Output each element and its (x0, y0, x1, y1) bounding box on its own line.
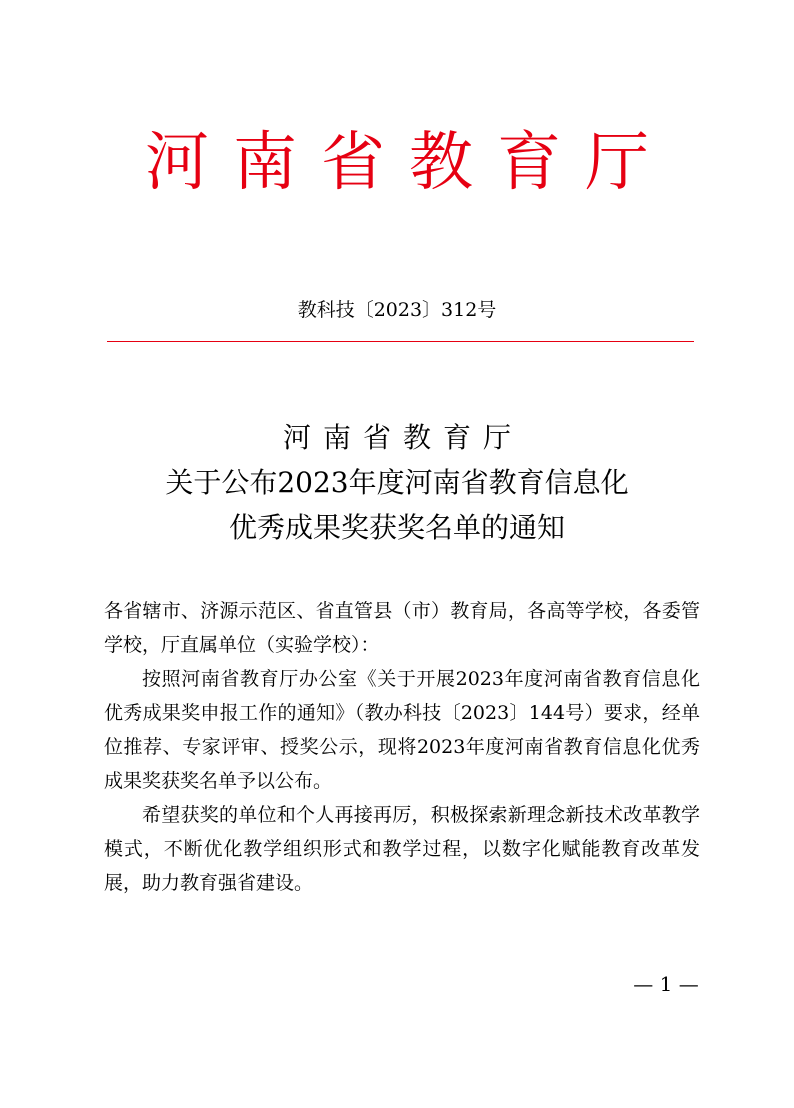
red-separator-line (107, 341, 694, 342)
addressee-line: 各省辖市、济源示范区、省直管县（市）教育局，各高等学校，各委管学校，厅直属单位（实验学校）： (104, 600, 700, 656)
body-paragraph-1: 按照河南省教育厅办公室《关于开展2023年度河南省教育信息化优秀成果奖申报工作的通知》（教办科技〔2023〕144号）要求，经单位推荐、专家评审、授奖公示，现将2023年度河南省教育信息化优秀成果奖获奖名单予以公布。 (104, 668, 700, 792)
notice-title-line-1: 河南省教育厅 (282, 421, 523, 454)
notice-body (104, 594, 700, 900)
issuing-authority-header: 河南省教育厅 (145, 126, 673, 200)
document-number: 教科技〔2023〕312号 (297, 299, 497, 321)
notice-title-line-2: 关于公布2023年度河南省教育信息化 (165, 466, 629, 499)
notice-title (0, 415, 794, 550)
body-paragraph-2: 希望获奖的单位和个人再接再厉，积极探索新理念新技术改革教学模式，不断优化教学组织形式和教学过程，以数字化赋能教育改革发展，助力教育强省建设。 (104, 804, 700, 894)
page-number: — 1 — (633, 972, 699, 996)
notice-title-line-3: 优秀成果奖获奖名单的通知 (228, 511, 565, 544)
